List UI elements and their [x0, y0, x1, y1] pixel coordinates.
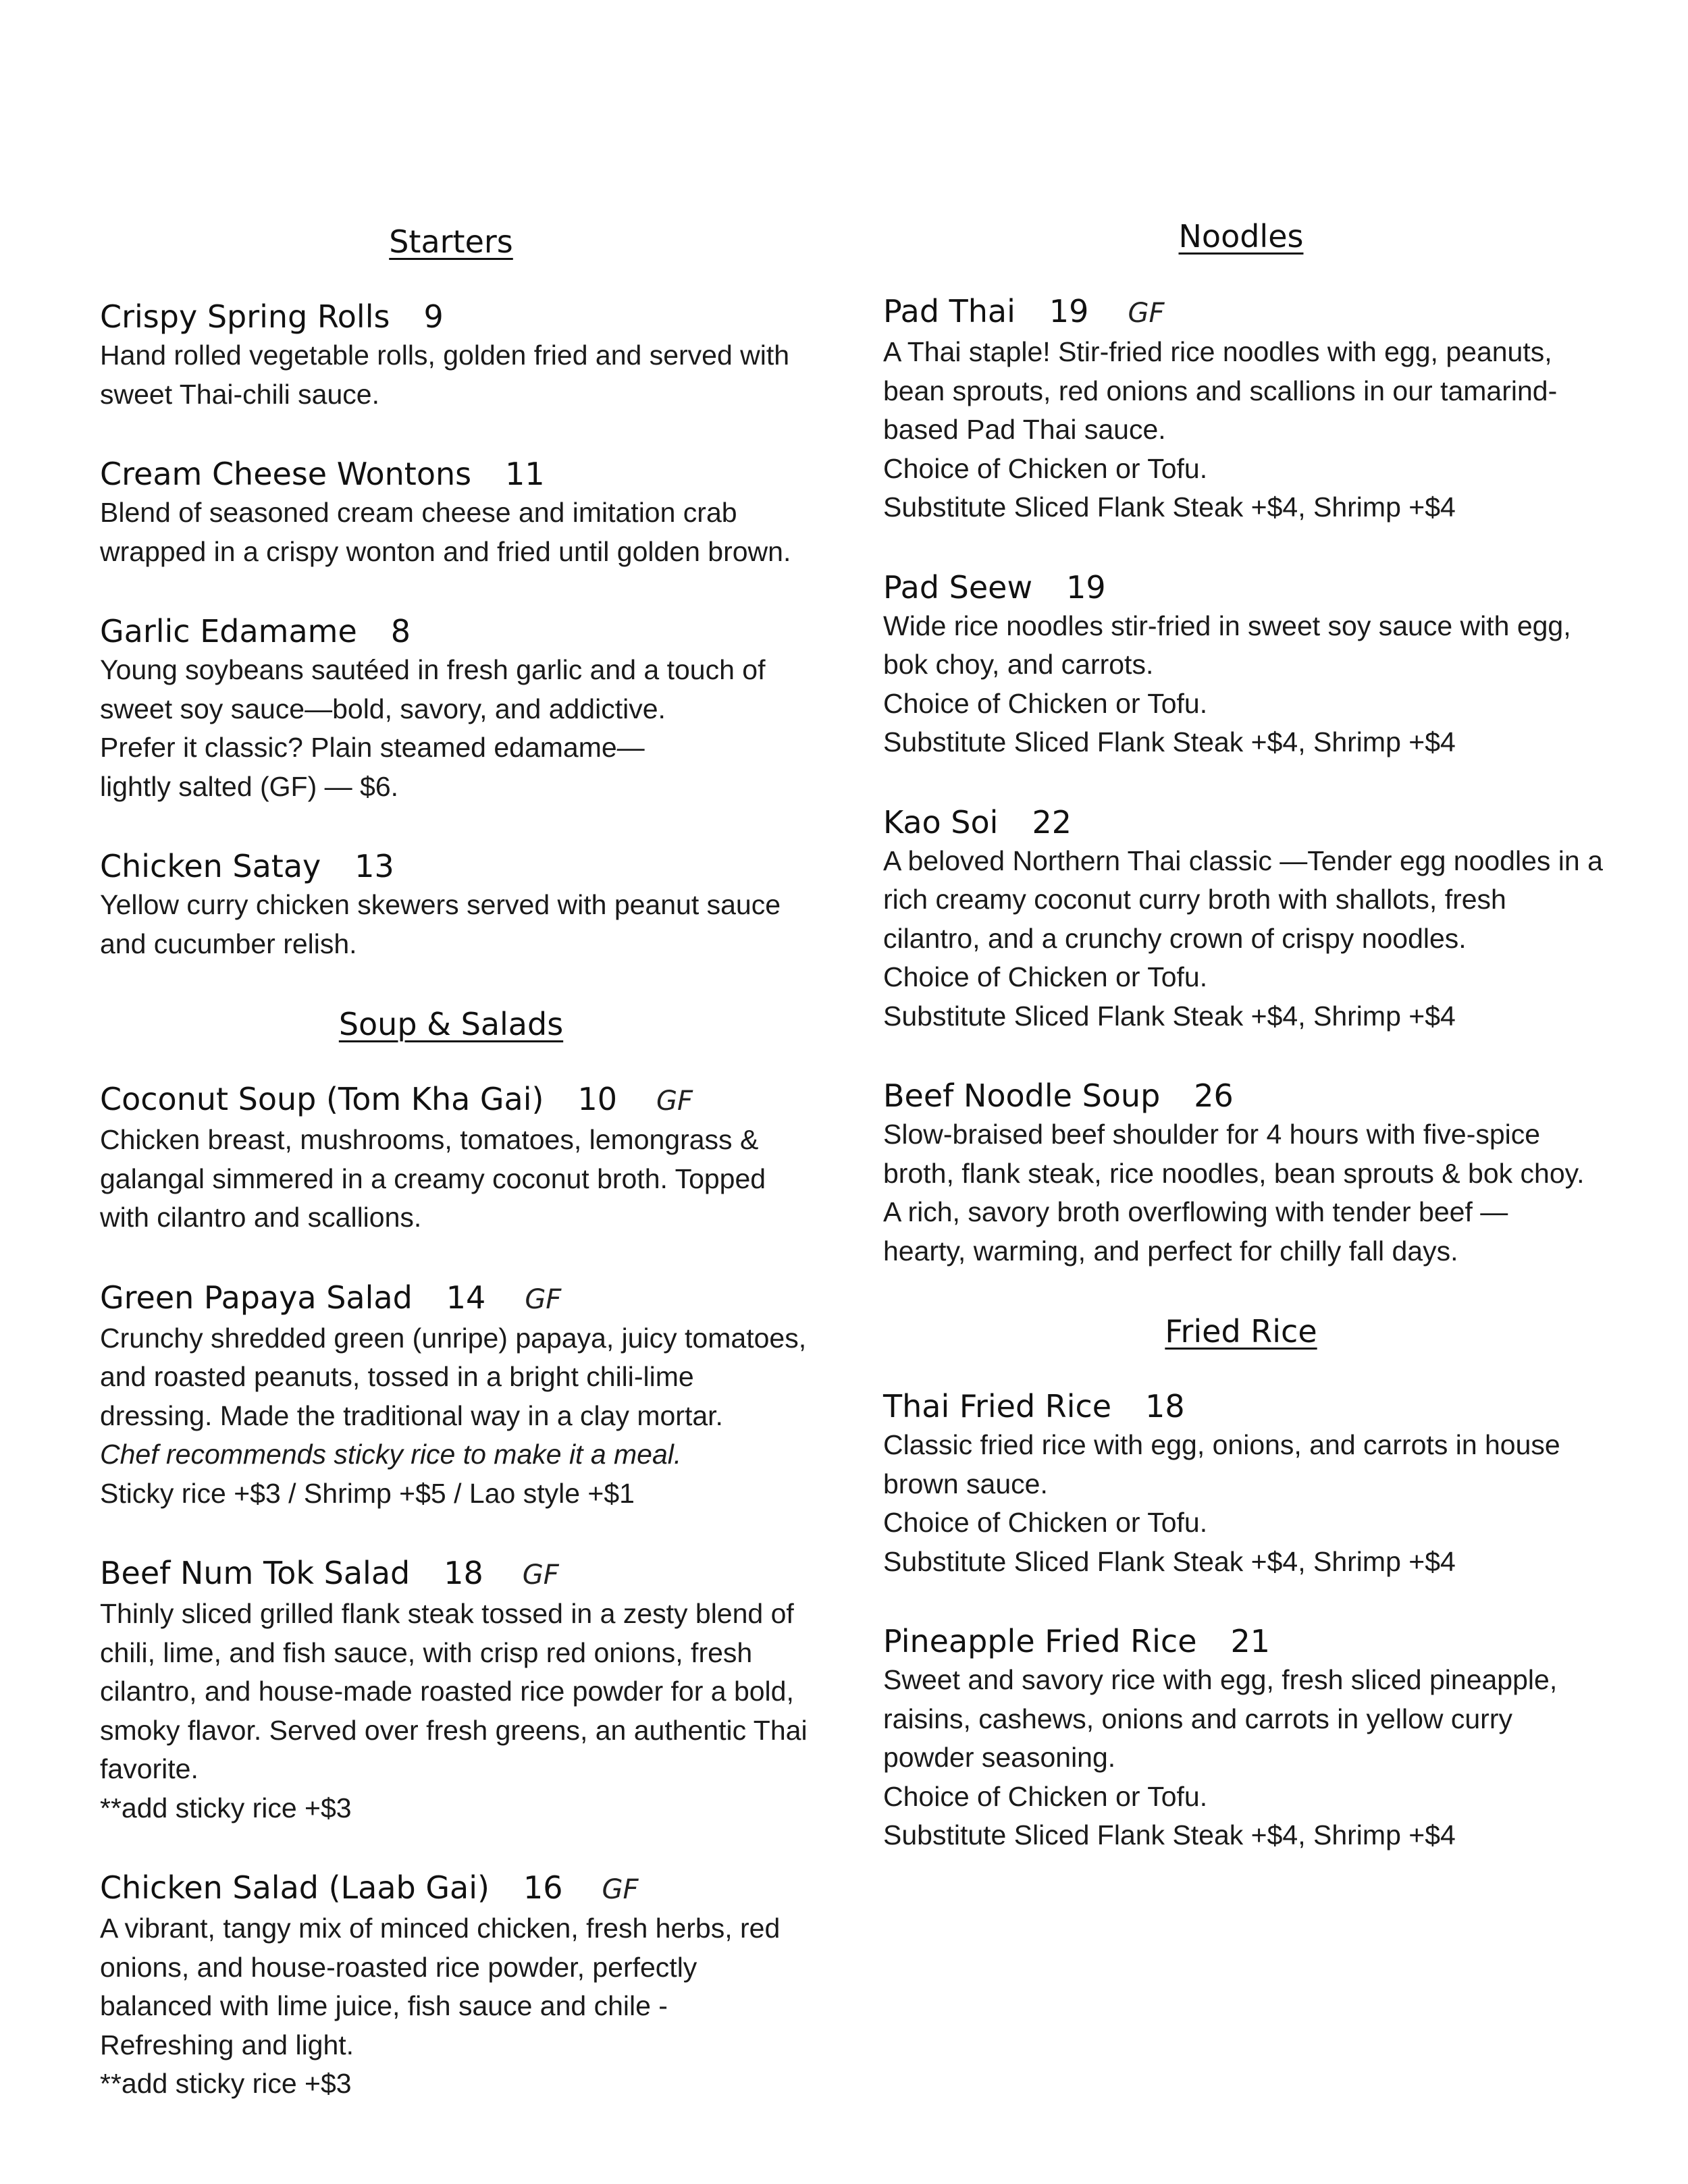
gluten-free-tag: GF — [1128, 298, 1165, 329]
description-line: Substitute Sliced Flank Steak +$4, Shrimp +$4 — [883, 491, 1456, 523]
menu-item-name: Pad Thai — [883, 293, 1016, 329]
description-line: smoky flavor. Served over fresh greens, an authentic Thai — [100, 1714, 808, 1746]
menu-item-header — [883, 568, 1599, 607]
menu-item-price: 16 — [523, 1869, 563, 1906]
description-line: Choice of Chicken or Tofu. — [883, 1507, 1208, 1538]
menu-section-soup-and-salads — [100, 1004, 808, 2104]
description-line: balanced with lime juice, fish sauce and chile - — [100, 1990, 668, 2021]
menu-item-name: Pineapple Fried Rice — [883, 1623, 1197, 1659]
description-line: Chicken breast, mushrooms, tomatoes, lemongrass & — [100, 1124, 759, 1155]
menu-item-crispy-spring-rolls — [100, 297, 802, 414]
menu-item-beef-num-tok-salad — [100, 1553, 808, 1828]
menu-item-header — [100, 847, 802, 886]
description-line: Slow-braised beef shoulder for 4 hours with five-spice — [883, 1119, 1541, 1150]
menu-item-price: 19 — [1066, 568, 1106, 606]
description-line: bean sprouts, red onions and scallions in our tamarind- — [883, 375, 1558, 406]
description-line: A rich, savory broth overflowing with tender beef — — [883, 1196, 1508, 1227]
gluten-free-tag: GF — [522, 1560, 559, 1591]
section-title: Soup & Salads — [338, 1006, 564, 1042]
menu-item-chicken-salad-laab-gai — [100, 1868, 802, 2104]
description-line: Choice of Chicken or Tofu. — [883, 452, 1208, 484]
menu-item-name: Coconut Soup (Tom Kha Gai) — [100, 1081, 544, 1117]
description-line: A vibrant, tangy mix of minced chicken, fresh herbs, red — [100, 1913, 781, 1944]
description-line: Blend of seasoned cream cheese and imitation crab — [100, 497, 737, 528]
menu-column-left — [100, 221, 808, 2144]
description-line: Substitute Sliced Flank Steak +$4, Shrimp +$4 — [883, 1000, 1456, 1032]
menu-item-description — [100, 1319, 807, 1514]
menu-item-price: 22 — [1032, 803, 1072, 841]
menu-item-description — [883, 842, 1603, 1036]
menu-section-starters — [100, 221, 802, 963]
description-line: Young soybeans sautéed in fresh garlic and a touch of — [100, 654, 766, 685]
menu-item-header — [883, 1387, 1599, 1426]
description-line: Substitute Sliced Flank Steak +$4, Shrimp +$4 — [883, 726, 1456, 757]
menu-item-kao-soi — [883, 803, 1603, 1036]
menu-item-name: Green Papaya Salad — [100, 1279, 413, 1316]
description-line: chili, lime, and fish sauce, with crisp red onions, fresh — [100, 1636, 753, 1668]
menu-item-price: 8 — [390, 613, 411, 649]
description-line: Choice of Chicken or Tofu. — [883, 1780, 1208, 1812]
menu-item-description — [883, 333, 1599, 527]
description-line: cilantro, and house-made roasted rice powder for a bold, — [100, 1676, 794, 1707]
menu-item-header — [883, 292, 1599, 333]
gluten-free-tag: GF — [602, 1874, 639, 1905]
description-line: galangal simmered in a creamy coconut broth. Topped — [100, 1163, 766, 1194]
menu-item-description — [100, 886, 802, 963]
menu-item-price: 9 — [423, 298, 444, 335]
menu-item-description — [883, 1661, 1599, 1855]
description-line: Wide rice noodles stir-fried in sweet soy sauce with egg, — [883, 610, 1571, 641]
description-line: cilantro, and a crunchy crown of crispy noodles. — [883, 922, 1467, 954]
menu-item-header — [100, 297, 802, 336]
menu-item-description — [100, 336, 802, 414]
menu-item-header — [100, 612, 802, 651]
menu-item-pad-thai — [883, 292, 1599, 527]
section-title: Fried Rice — [1165, 1313, 1317, 1350]
menu-item-description — [100, 1595, 808, 1828]
menu-item-description — [883, 607, 1599, 762]
description-line: powder seasoning. — [883, 1742, 1116, 1773]
menu-item-pad-seew — [883, 568, 1599, 762]
menu-item-name: Chicken Salad (Laab Gai) — [100, 1869, 490, 1906]
description-line: Prefer it classic? Plain steamed edamame— — [100, 732, 645, 763]
description-line: Chef recommends sticky rice to make it a meal. — [100, 1439, 682, 1470]
menu-item-price: 13 — [354, 848, 394, 884]
description-line: and cucumber relish. — [100, 928, 357, 959]
description-line: Sweet and savory rice with egg, fresh sliced pineapple, — [883, 1664, 1558, 1695]
description-line: bok choy, and carrots. — [883, 649, 1154, 680]
menu-item-description — [100, 651, 802, 806]
description-line: Hand rolled vegetable rolls, golden fried and served with — [100, 340, 790, 371]
menu-item-price: 21 — [1230, 1623, 1271, 1659]
description-line: wrapped in a crispy wonton and fried until golden brown. — [100, 535, 791, 567]
menu-item-header — [100, 1868, 802, 1909]
description-line: onions, and house-roasted rice powder, perfectly — [100, 1951, 697, 1983]
menu-item-name: Thai Fried Rice — [883, 1388, 1112, 1424]
menu-item-name: Crispy Spring Rolls — [100, 298, 390, 335]
menu-item-description — [883, 1426, 1599, 1581]
menu-item-coconut-soup-tom-kha-gai — [100, 1080, 802, 1237]
description-line: A beloved Northern Thai classic —Tender egg noodles in a — [883, 845, 1603, 876]
menu-item-thai-fried-rice — [883, 1387, 1599, 1581]
menu-item-price: 10 — [577, 1081, 618, 1117]
section-title: Noodles — [1178, 218, 1304, 255]
description-line: hearty, warming, and perfect for chilly fall days. — [883, 1235, 1458, 1267]
menu-item-price: 19 — [1049, 293, 1089, 329]
menu-item-price: 14 — [446, 1279, 486, 1316]
description-line: and roasted peanuts, tossed in a bright chili-lime — [100, 1361, 694, 1392]
menu-column-right — [883, 216, 1603, 1896]
menu-item-name: Garlic Edamame — [100, 613, 357, 649]
description-line: with cilantro and scallions. — [100, 1202, 422, 1233]
description-line: dressing. Made the traditional way in a clay mortar. — [100, 1400, 723, 1431]
description-line: based Pad Thai sauce. — [883, 414, 1166, 445]
menu-item-name: Beef Noodle Soup — [883, 1077, 1161, 1114]
menu-item-price: 18 — [444, 1555, 483, 1591]
menu-item-name: Kao Soi — [883, 803, 999, 841]
description-line: rich creamy coconut curry broth with shallots, fresh — [883, 884, 1506, 915]
description-line: Refreshing and light. — [100, 2029, 354, 2060]
menu-item-name: Pad Seew — [883, 568, 1033, 606]
description-line: Thinly sliced grilled flank steak tossed in a zesty blend of — [100, 1598, 794, 1629]
menu-section-fried-rice — [883, 1311, 1599, 1855]
description-line: sweet soy sauce—bold, savory, and addictive. — [100, 693, 666, 724]
menu-item-green-papaya-salad — [100, 1278, 807, 1514]
menu-item-description — [100, 1121, 802, 1237]
menu-item-header — [100, 1278, 802, 1319]
menu-item-cream-cheese-wontons — [100, 454, 802, 571]
menu-item-name: Chicken Satay — [100, 848, 321, 884]
description-line: raisins, cashews, onions and carrots in yellow curry — [883, 1703, 1512, 1734]
description-line: **add sticky rice +$3 — [100, 1792, 352, 1823]
menu-item-price: 11 — [505, 456, 545, 492]
menu-item-beef-noodle-soup — [883, 1076, 1599, 1271]
menu-item-header — [100, 1553, 802, 1595]
description-line: Classic fried rice with egg, onions, and carrots in house — [883, 1429, 1560, 1460]
description-line: Choice of Chicken or Tofu. — [883, 961, 1208, 992]
section-title: Starters — [389, 223, 513, 260]
menu-item-pineapple-fried-rice — [883, 1622, 1599, 1855]
menu-item-description — [100, 494, 802, 571]
description-line: A Thai staple! Stir-fried rice noodles with egg, peanuts, — [883, 336, 1552, 367]
menu-item-price: 26 — [1194, 1077, 1234, 1114]
menu-item-chicken-satay — [100, 847, 802, 963]
menu-item-name: Cream Cheese Wontons — [100, 456, 472, 492]
description-line: broth, flank steak, rice noodles, bean sprouts & bok choy. — [883, 1157, 1585, 1189]
description-line: Choice of Chicken or Tofu. — [883, 687, 1208, 719]
menu-section-noodles — [883, 216, 1603, 1271]
gluten-free-tag: GF — [525, 1283, 562, 1315]
description-line: Sticky rice +$3 / Shrimp +$5 / Lao style +$1 — [100, 1477, 635, 1509]
menu-item-price: 18 — [1145, 1388, 1185, 1424]
menu-item-header — [100, 1080, 802, 1121]
description-line: lightly salted (GF) — $6. — [100, 770, 399, 802]
description-line: Crunchy shredded green (unripe) papaya, juicy tomatoes, — [100, 1322, 807, 1354]
description-line: Substitute Sliced Flank Steak +$4, Shrimp +$4 — [883, 1545, 1456, 1577]
menu-item-header — [883, 1076, 1599, 1115]
gluten-free-tag: GF — [656, 1086, 693, 1117]
menu-item-description — [883, 1115, 1599, 1271]
description-line: Substitute Sliced Flank Steak +$4, Shrimp +$4 — [883, 1819, 1456, 1850]
description-line: sweet Thai-chili sauce. — [100, 378, 379, 410]
description-line: Yellow curry chicken skewers served with peanut sauce — [100, 889, 781, 920]
menu-item-header — [883, 803, 1599, 842]
description-line: brown sauce. — [883, 1468, 1048, 1499]
description-line: **add sticky rice +$3 — [100, 2068, 352, 2099]
menu-item-description — [100, 1909, 802, 2104]
description-line: favorite. — [100, 1753, 199, 1784]
menu-item-header — [883, 1622, 1599, 1661]
menu-item-header — [100, 454, 802, 494]
menu-item-name: Beef Num Tok Salad — [100, 1555, 411, 1591]
menu-item-garlic-edamame — [100, 612, 802, 806]
